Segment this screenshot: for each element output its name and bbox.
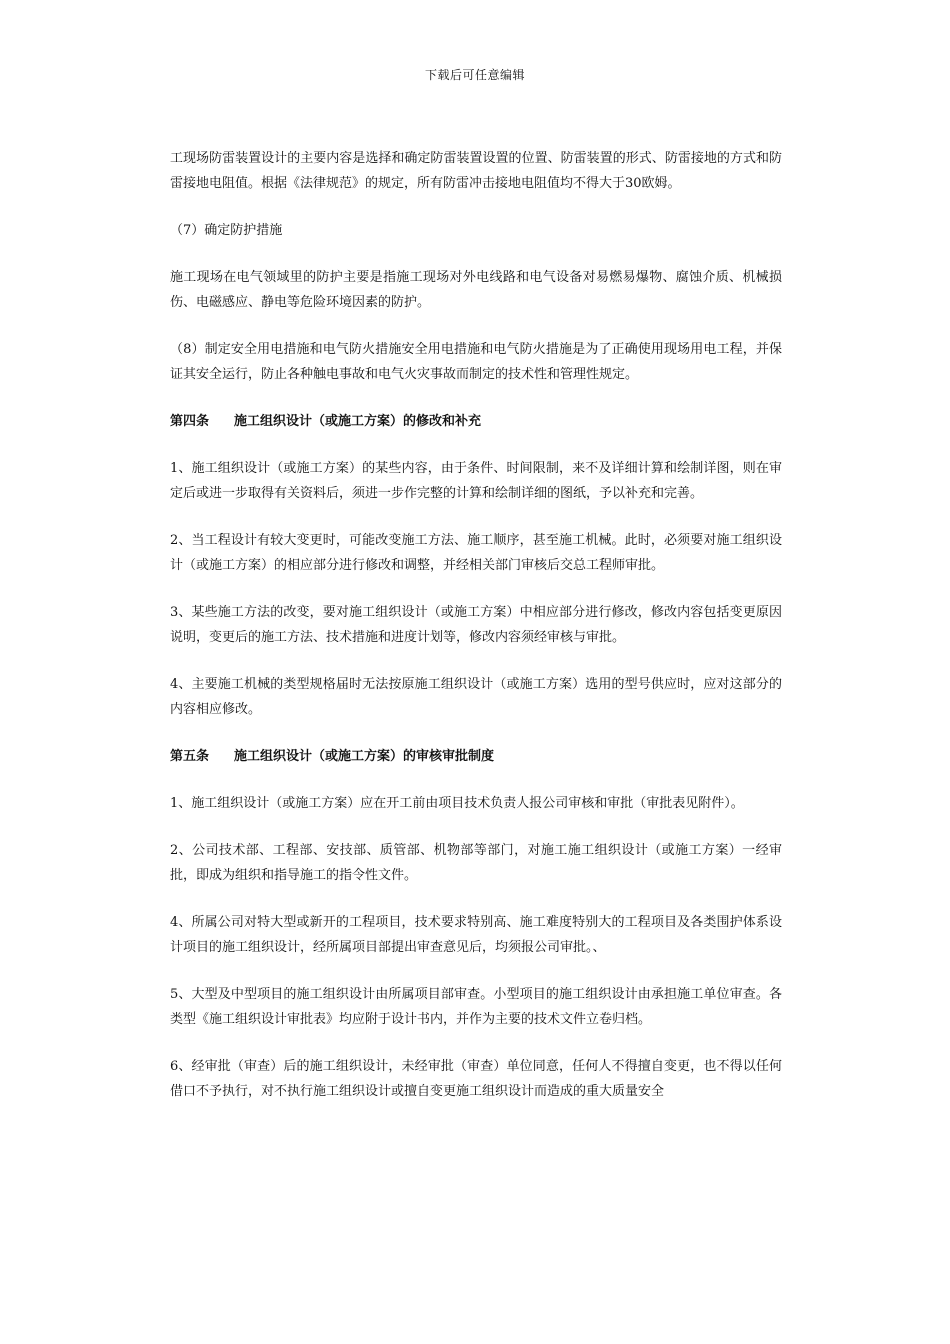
paragraph: 2、当工程设计有较大变更时，可能改变施工方法、施工顺序，甚至施工机械。此时，必须要对施工组织设计（或施工方案）的相应部分进行修改和调整，并经相关部门审核后交总工程师审批。 — [170, 533, 782, 573]
paragraph: 3、某些施工方法的改变，要对施工组织设计（或施工方案）中相应部分进行修改，修改内容包括变更原因说明，变更后的施工方法、技术措施和进度计划等，修改内容须经审核与审批。 — [170, 605, 782, 645]
paragraph: （8）制定安全用电措施和电气防火措施安全用电措施和电气防火措施是为了正确使用现场用电工程，并保证其安全运行，防止各种触电事故和电气火灾事故而制定的技术性和管理性规定。 — [170, 342, 782, 382]
section-number: 第四条 — [170, 414, 210, 429]
paragraph: 1、施工组织设计（或施工方案）的某些内容，由于条件、时间限制，来不及详细计算和绘制详图，则在审定后或进一步取得有关资料后，须进一步作完整的计算和绘制详细的图纸，予以补充和完善。 — [170, 461, 782, 501]
section-title: 施工组织设计（或施工方案）的审核审批制度 — [234, 749, 495, 764]
paragraph: （7）确定防护措施 — [170, 223, 283, 238]
section-heading — [170, 409, 782, 434]
paragraph: 5、大型及中型项目的施工组织设计由所属项目部审查。小型项目的施工组织设计由承担施工单位审查。各类型《施工组织设计审批表》均应附于设计书内，并作为主要的技术文件立卷归档。 — [170, 987, 782, 1027]
paragraph: 工现场防雷装置设计的主要内容是选择和确定防雷装置设置的位置、防雷装置的形式、防雷接地的方式和防雷接地电阻值。根据《法律规范》的规定，所有防雷冲击接地电阻值均不得大于30欧姆。 — [170, 151, 782, 191]
section-heading — [170, 744, 782, 769]
section-title: 施工组织设计（或施工方案）的修改和补充 — [234, 414, 482, 429]
paragraph: 2、公司技术部、工程部、安技部、质管部、机物部等部门，对施工施工组织设计（或施工方案）一经审批，即成为组织和指导施工的指令性文件。 — [170, 843, 782, 883]
paragraph: 施工现场在电气领域里的防护主要是指施工现场对外电线路和电气设备对易燃易爆物、腐蚀介质、机械损伤、电磁感应、静电等危险环境因素的防护。 — [170, 270, 782, 310]
paragraph: 4、所属公司对特大型或新开的工程项目，技术要求特别高、施工难度特别大的工程项目及各类围护体系设计项目的施工组织设计，经所属项目部提出审查意见后，均须报公司审批。、 — [170, 915, 782, 955]
section-number: 第五条 — [170, 749, 210, 764]
paragraph: 1、施工组织设计（或施工方案）应在开工前由项目技术负责人报公司审核和审批（审批表见附件）。 — [170, 796, 744, 811]
paragraph: 4、主要施工机械的类型规格届时无法按原施工组织设计（或施工方案）选用的型号供应时，应对这部分的内容相应修改。 — [170, 677, 782, 717]
paragraph: 6、经审批（审查）后的施工组织设计，未经审批（审查）单位同意，任何人不得擅自变更，也不得以任何借口不予执行，对不执行施工组织设计或擅自变更施工组织设计而造成的重大质量安全 — [170, 1059, 782, 1099]
document-body — [170, 146, 782, 1126]
page-header: 下载后可任意编辑 — [424, 68, 525, 82]
